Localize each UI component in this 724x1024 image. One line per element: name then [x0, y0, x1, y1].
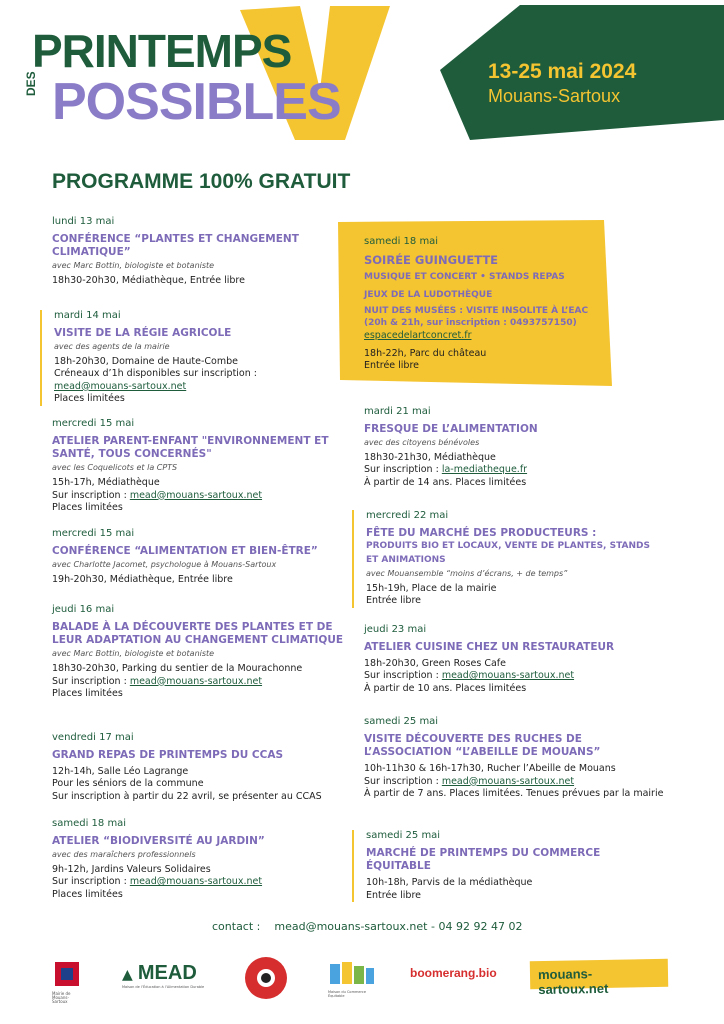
signup-prefix: Sur inscription : [52, 876, 130, 888]
event-line: 18h-22h, Parc du château [364, 348, 487, 360]
event-note: À partir de 14 ans. Places limitées [364, 476, 527, 488]
event-host: avec des maraîchers professionnels [52, 850, 196, 860]
event-line: 15h-19h, Place de la mairie [366, 583, 497, 595]
event-signup-line [54, 381, 340, 393]
contact-label: contact : [212, 920, 261, 933]
event-signup-line [52, 490, 352, 502]
signup-prefix: Sur inscription : [52, 489, 130, 501]
event-host: avec des citoyens bénévoles [364, 438, 480, 448]
event-note: À partir de 7 ans. Places limitées. Tenues prévues par la mairie [364, 787, 664, 799]
mairie-crest-icon [52, 958, 82, 988]
event-title: ATELIER PARENT-ENFANT "ENVIRONNEMENT ET SANTÉ, TOUS CONCERNÉS" [52, 435, 329, 461]
signup-link[interactable]: mead@mouans-sartoux.net [441, 775, 575, 787]
event-item [52, 418, 352, 514]
event-day: samedi 25 mai [366, 830, 441, 841]
signup-prefix: Sur inscription : [364, 775, 442, 787]
event-note: À partir de 10 ans. Places limitées [364, 682, 527, 694]
event-line: Entrée libre [366, 595, 422, 607]
mairie-label: Mairie de Mouans-Sartoux [52, 991, 71, 1004]
event-item [40, 310, 340, 406]
event-title: VISITE DÉCOUVERTE DES RUCHES DE L’ASSOCIATION “L’ABEILLE DE MOUANS” [364, 733, 601, 759]
event-line: 10h-11h30 & 16h-17h30, Rucher l’Abeille de Mouans [364, 763, 616, 775]
event-host: avec Mouansemble “moins d’écrans, + de temps” [366, 569, 568, 579]
signup-prefix: Sur inscription : [364, 464, 442, 476]
event-line: 10h-18h, Parvis de la médiathèque [366, 877, 533, 889]
event-item [352, 510, 652, 608]
event-title: VISITE DE LA RÉGIE AGRICOLE [54, 327, 232, 339]
mead-text: MEAD [137, 962, 197, 984]
signup-prefix: Sur inscription : [364, 670, 442, 682]
event-line: 18h30-20h30, Médiathèque, Entrée libre [52, 275, 245, 287]
event-item [364, 624, 664, 695]
contact-line [212, 920, 522, 933]
event-city: Mouans-Sartoux [488, 86, 621, 106]
event-title: GRAND REPAS DE PRINTEMPS DU CCAS [52, 749, 284, 761]
event-host: avec les Coquelicots et la CPTS [52, 463, 178, 473]
event-subtitle: PRODUITS BIO ET LOCAUX, VENTE DE PLANTES, STANDS ET ANIMATIONS [366, 541, 650, 565]
event-line: Entrée libre [366, 889, 422, 901]
title-printemps: PRINTEMPS [32, 25, 292, 77]
event-day: mercredi 22 mai [366, 510, 449, 521]
event-dates: 13-25 mai 2024 [488, 60, 637, 83]
event-signup-line [364, 670, 664, 682]
event-sub: JEUX DE LA LUDOTHÈQUE [364, 289, 493, 300]
title-possibles: POSSIBLES [52, 73, 341, 131]
guinguette-block [364, 236, 596, 373]
event-title: SOIRÉE GUINGUETTE [364, 253, 499, 267]
mairie-logo [52, 958, 84, 1004]
event-signup-line [364, 776, 664, 788]
event-signup-line [52, 676, 352, 688]
signup-link[interactable]: la-mediatheque.fr [441, 464, 528, 476]
site-badge[interactable]: mouans-sartoux.net [530, 959, 668, 989]
event-line: Entrée libre [364, 360, 420, 372]
event-line: 18h-20h30, Domaine de Haute-Combe [54, 356, 238, 368]
event-line: Pour les séniors de la commune [52, 778, 204, 790]
event-title: ATELIER “BIODIVERSITÉ AU JARDIN” [52, 835, 265, 847]
event-note: Places limitées [54, 393, 125, 405]
event-item [352, 830, 652, 902]
event-note: Places limitées [52, 687, 123, 699]
event-sub: MUSIQUE ET CONCERT • STANDS REPAS [364, 272, 565, 283]
title-des: DES [24, 71, 38, 96]
event-line: 15h-17h, Médiathèque [52, 477, 160, 489]
event-line: 9h-12h, Jardins Valeurs Solidaires [52, 864, 211, 876]
signup-link[interactable]: mead@mouans-sartoux.net [129, 876, 263, 888]
event-signup-line [52, 876, 352, 888]
programme-title: PROGRAMME 100% GRATUIT [52, 170, 351, 193]
contact-separator: - [430, 920, 435, 933]
event-title: CONFÉRENCE “ALIMENTATION ET BIEN-ÊTRE” [52, 545, 318, 557]
event-title: CONFÉRENCE “PLANTES ET CHANGEMENT CLIMATIQUE” [52, 233, 299, 259]
event-day: samedi 18 mai [52, 818, 127, 829]
event-day: lundi 13 mai [52, 216, 115, 227]
event-item [52, 528, 352, 586]
acta-icon [328, 960, 376, 986]
mead-subtitle: Maison de l’Éducation à l’Alimentation Durable [122, 985, 205, 989]
event-line: 18h30-21h30, Médiathèque [364, 452, 496, 464]
eac-link[interactable]: espacedelartconcret.fr [364, 329, 472, 341]
event-title: MARCHÉ DE PRINTEMPS DU COMMERCE ÉQUITABLE [366, 847, 601, 873]
event-day: mercredi 15 mai [52, 528, 135, 539]
event-day: jeudi 23 mai [364, 624, 427, 635]
signup-link[interactable]: mead@mouans-sartoux.net [129, 489, 263, 501]
event-item [52, 216, 352, 288]
event-item [52, 604, 352, 700]
event-day: samedi 25 mai [364, 716, 439, 727]
event-sub: NUIT DES MUSÉES : VISITE INSOLITE À L’EAC [364, 306, 589, 317]
event-item [364, 406, 664, 489]
event-note: Places limitées [52, 501, 123, 513]
event-line: 18h30-20h30, Parking du sentier de la Mourachonne [52, 663, 303, 675]
event-line: 12h-14h, Salle Léo Lagrange [52, 766, 189, 778]
event-host: avec des agents de la mairie [54, 342, 170, 352]
boomerang-logo: boomerang.bio [410, 966, 497, 980]
event-title: BALADE À LA DÉCOUVERTE DES PLANTES ET DE LEUR ADAPTATION AU CHANGEMENT CLIMATIQUE [52, 621, 344, 647]
event-sub: (20h & 21h, sur inscription : 0493757150) [364, 318, 577, 329]
event-title: ATELIER CUISINE CHEZ UN RESTAURATEUR [364, 641, 615, 653]
event-note: Places limitées [52, 888, 123, 900]
event-day: samedi 18 mai [364, 236, 439, 247]
signup-link[interactable]: mead@mouans-sartoux.net [441, 670, 575, 682]
event-day: jeudi 16 mai [52, 604, 115, 615]
signup-prefix: Sur inscription : [52, 675, 130, 687]
event-signup-line [364, 464, 664, 476]
event-line: 18h-20h30, Green Roses Cafe [364, 658, 506, 670]
event-day: mardi 21 mai [364, 406, 431, 417]
event-day: mercredi 15 mai [52, 418, 135, 429]
event-item [52, 732, 352, 803]
contact-phone: 04 92 92 47 02 [438, 920, 523, 933]
event-title: FRESQUE DE L’ALIMENTATION [364, 423, 538, 435]
red-circle-logo [244, 956, 288, 1000]
event-item [364, 716, 664, 800]
signup-link[interactable]: mead@mouans-sartoux.net [129, 675, 263, 687]
event-host: avec Charlotte Jacomet, psychologue à Mouans-Sartoux [52, 560, 277, 570]
signup-link[interactable]: mead@mouans-sartoux.net [54, 380, 187, 392]
acta-label: Maison du Commerce Équitable [328, 990, 366, 998]
event-host: avec Marc Bottin, biologiste et botaniste [52, 649, 215, 659]
event-line: Créneaux d’1h disponibles sur inscription : [54, 368, 257, 380]
event-line: Sur inscription à partir du 22 avril, se présenter au CCAS [52, 790, 322, 802]
event-line: 19h-20h30, Médiathèque, Entrée libre [52, 574, 233, 586]
contact-email[interactable]: mead@mouans-sartoux.net [274, 920, 428, 933]
event-item [52, 818, 352, 901]
event-title: FÊTE DU MARCHÉ DES PRODUCTEURS : [366, 527, 597, 539]
event-day: mardi 14 mai [54, 310, 121, 321]
event-host: avec Marc Bottin, biologiste et botaniste [52, 261, 215, 271]
mead-logo: ▲ MEAD Maison de l’Éducation à l’Alimentation Durable [122, 962, 205, 989]
acta-logo [328, 960, 378, 998]
event-day: vendredi 17 mai [52, 732, 134, 743]
